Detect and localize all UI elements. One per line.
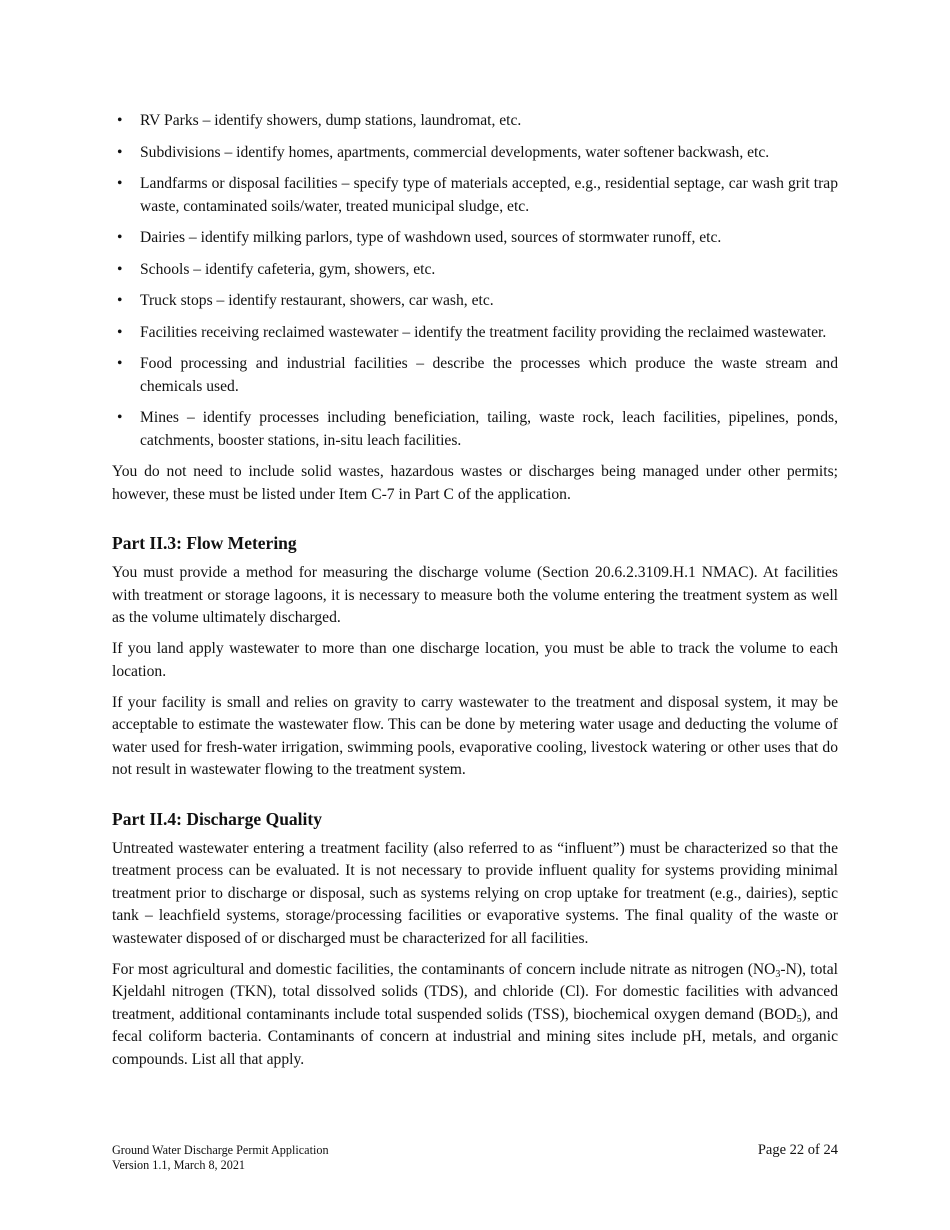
bullet-icon: • — [117, 112, 123, 129]
discharge-quality-paragraph-2: For most agricultural and domestic facilities, the contaminants of concern include nitrate as nitrogen $(NO_3-N)$, total Kjeldahl nitrogen (TKN), total dissolved solids (TDS), and chloride (Cl). For domestic facilities with advanced treatment, additional contaminants include total suspended solids (TSS), biochemical oxygen demand $(BOD_5)$, and fecal coliform bacteria. Contaminants of concern at industrial and mining sites include pH, metals, and organic compounds. List all that apply. — [112, 960, 838, 1068]
footer-version: Version 1.1, March 8, 2021 — [112, 1158, 246, 1172]
discharge-quality-heading: Part II.4: Discharge Quality — [112, 808, 322, 829]
list-item: • Food processing and industrial facilities – describe the processes which produce the waste stream and chemicals used. — [117, 355, 838, 395]
list-item: • Schools – identify cafeteria, gym, showers, etc. — [112, 259, 838, 282]
footer-left — [112, 1143, 329, 1173]
flow-metering-paragraph-1: You must provide a method for measuring the discharge volume (Section 20.6.2.3109.H.1 NMAC). At facilities with treatment or storage lagoons, it is necessary to measure both the volume entering the treatment system as well as the volume ultimately discharged. — [112, 564, 838, 626]
page-number: Page 22 of 24 — [757, 1142, 838, 1158]
facility-bullet-list — [112, 110, 838, 452]
document-page — [112, 110, 838, 1080]
list-item: • Subdivisions – identify homes, apartments, commercial developments, water softener backwash, etc. — [112, 142, 838, 165]
bullet-icon: • — [117, 229, 123, 246]
flow-metering-paragraph-2: If you land apply wastewater to more than one discharge location, you must be able to track the volume to each location. — [112, 640, 838, 680]
flow-metering-heading: Part II.3: Flow Metering — [112, 533, 297, 553]
page-footer — [112, 1143, 838, 1173]
bullet-icon: • — [117, 355, 123, 372]
flow-metering-paragraph-3: If your facility is small and relies on gravity to carry wastewater to the treatment and disposal system, it may be acceptable to estimate the wastewater flow. This can be done by metering water usage and deducting the volume of water used for fresh-water irrigation, swimming pools, evaporative cooling, livestock watering or other uses that do not result in wastewater flowing to the treatment system. — [112, 693, 838, 778]
list-item: • Landfarms or disposal facilities – specify type of materials accepted, e.g., residential septage, car wash grit trap waste, contaminated soils/water, treated municipal sludge, etc. — [117, 175, 838, 215]
bullet-icon: • — [117, 409, 123, 426]
subscript-3: 3 — [775, 968, 781, 980]
solid-wastes-paragraph: You do not need to include solid wastes, hazardous wastes or discharges being managed under other permits; however, these must be listed under Item C-7 in Part C of the application. — [112, 463, 838, 503]
footer-document-title: Ground Water Discharge Permit Application — [112, 1143, 329, 1157]
list-item: • Dairies – identify milking parlors, type of washdown used, sources of stormwater runoff, etc. — [112, 227, 838, 250]
subscript-5: 5 — [796, 1013, 802, 1025]
bullet-icon: • — [117, 323, 123, 341]
bullet-icon: • — [117, 175, 123, 192]
list-item: • Mines – identify processes including beneficiation, tailing, waste rock, leach facilities, pipelines, ponds, catchments, booster stations, in-situ leach facilities. — [117, 409, 838, 449]
list-item: • Facilities receiving reclaimed wastewater – identify the treatment facility providing the reclaimed wastewater. — [112, 322, 838, 345]
list-item: • RV Parks – identify showers, dump stations, laundromat, etc. — [112, 110, 838, 133]
bullet-icon: • — [117, 143, 123, 161]
list-item: • Truck stops – identify restaurant, showers, car wash, etc. — [112, 290, 838, 313]
bullet-icon: • — [117, 292, 123, 309]
bullet-icon: • — [117, 260, 123, 278]
discharge-quality-paragraph-1: Untreated wastewater entering a treatment facility (also referred to as “influent”) must be characterized so that the treatment process can be evaluated. It is not necessary to provide influent quality for systems providing minimal treatment prior to discharge or disposal, such as systems relying on crop uptake for treatment (e.g., dairies), septic tank – leachfield systems, storage/processing facilities or evaporative systems. The final quality of the waste or wastewater disposed of or discharged must be characterized for all facilities. — [112, 839, 838, 947]
